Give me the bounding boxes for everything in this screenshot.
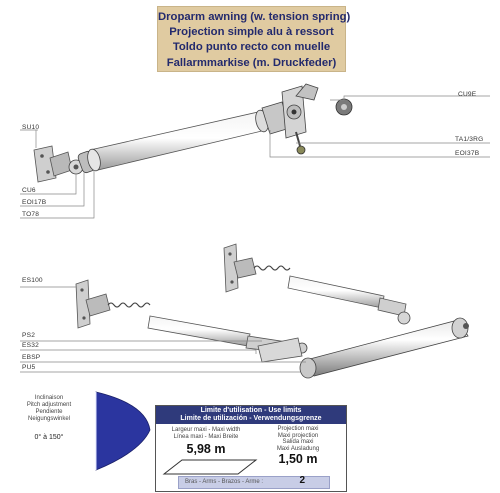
- label-pu5: PU5: [22, 364, 36, 371]
- inclination-text-en: Pitch adjustment: [26, 402, 72, 408]
- front-bar: [306, 320, 468, 376]
- width-label-1: Largeur maxi - Maxi width: [171, 427, 241, 433]
- projection-label-4: Maxi Ausladung: [276, 445, 320, 452]
- awning-outline-icon: [162, 458, 258, 476]
- label-ta1-3rg: TA1/3RG: [455, 136, 484, 143]
- label-es100: ES100: [22, 277, 43, 284]
- inclination-text: [6, 395, 92, 423]
- main-tube: [90, 112, 266, 170]
- awning-frame: [76, 244, 469, 378]
- drop-arm-assembly: [34, 84, 352, 182]
- projection-column: [254, 426, 342, 466]
- projection-label-3: Salida maxi: [282, 439, 314, 446]
- label-es32: ES32: [22, 342, 39, 349]
- label-ebsp: EBSP: [22, 354, 41, 361]
- label-eoi17b: EOI17B: [22, 199, 47, 206]
- title-line-3: Toldo punto recto con muelle: [172, 41, 331, 54]
- inclination-icon: [96, 392, 150, 470]
- width-column: [162, 427, 250, 456]
- width-label-2: Línea maxi - Maxi Breite: [173, 433, 239, 440]
- projection-label-1: Projection maxi: [277, 426, 319, 432]
- label-cu9e: CU9E: [458, 91, 477, 98]
- projection-label-2: Maxi projection: [277, 432, 319, 439]
- use-limits-box: [155, 405, 347, 492]
- label-eoi37b: EOI37B: [455, 150, 480, 157]
- tension-spring-left: [108, 303, 150, 307]
- label-su10: SU10: [22, 124, 40, 131]
- title-line-4: Fallarmmarkise (m. Druckfeder): [166, 56, 337, 69]
- label-cu6: CU6: [22, 187, 36, 194]
- inclination-text-fr: Inclinaison: [34, 395, 64, 401]
- label-ps2: PS2: [22, 332, 36, 339]
- eye-bolt-ta1: [297, 146, 305, 154]
- arms-label: Bras - Arms - Brazos - Arme :: [185, 479, 264, 485]
- arms-bar: [178, 476, 330, 489]
- tension-spring-right: [254, 266, 290, 270]
- label-to78: TO78: [22, 211, 40, 218]
- title-line-1: Droparm awning (w. tension spring): [158, 11, 351, 23]
- inclination-text-de: Neigungswinkel: [27, 416, 71, 422]
- title-line-2: Projection simple alu à ressort: [169, 26, 334, 39]
- projection-value: 1,50 m: [278, 452, 318, 467]
- use-limits-header: [156, 406, 346, 424]
- use-limits-heading-2: Limite de utilización - Verwendungsgrenze: [180, 415, 322, 422]
- inclination-text-es: Pendiente: [35, 409, 63, 415]
- width-value: 5,98 m: [186, 442, 226, 457]
- inclination-range: 0° à 150°: [34, 434, 64, 441]
- arms-value: 2: [299, 475, 305, 486]
- use-limits-heading-1: Limite d'utilisation - Use limits: [200, 407, 302, 414]
